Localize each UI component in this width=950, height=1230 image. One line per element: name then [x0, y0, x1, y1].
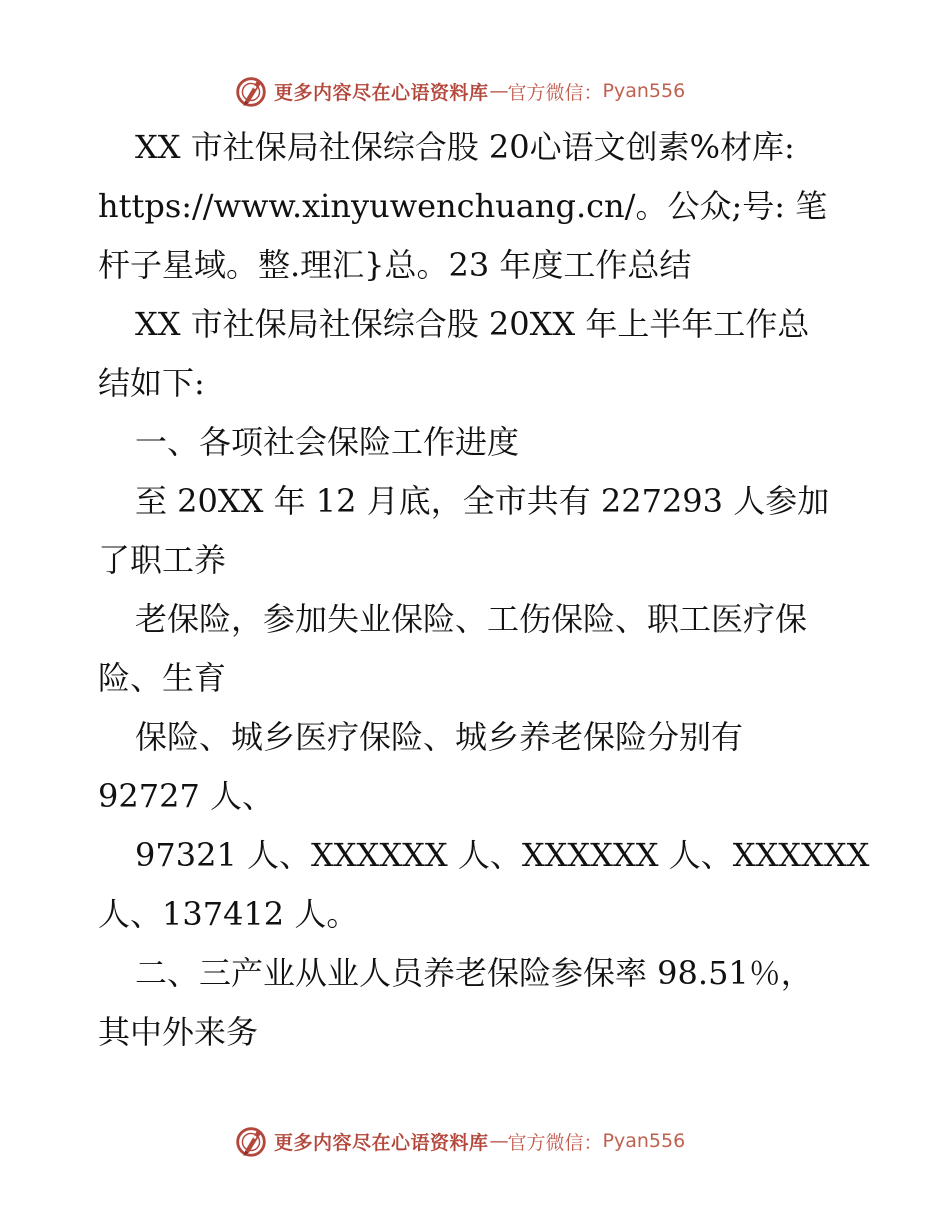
text-line: 至 20XX 年 12 月底，全市共有 227293 人参加: [135, 482, 830, 520]
text-line: XX 市社保局社保综合股 20心语文创素%材库:: [135, 128, 795, 166]
text-line: 结如下:: [98, 364, 205, 402]
text-line: 杆子星域。整.理汇}总。23 年度工作总结: [98, 246, 692, 284]
text-line: 了职工养: [98, 541, 227, 579]
watermark-brand-text: 更多内容尽在心语资料库: [274, 1131, 489, 1154]
watermark-dash: —: [489, 80, 507, 102]
text-line: XX 市社保局社保综合股 20XX 年上半年工作总: [135, 305, 810, 343]
watermark-wechat-label: 官方微信：: [507, 81, 603, 104]
section-heading: 二、三产业从业人员养老保险参保率 98.51％，: [135, 954, 813, 992]
text-line: https://www.xinyuwenchuang.cn/。公众;号: 笔: [98, 187, 828, 225]
text-line: 保险、城乡医疗保险、城乡养老保险分别有: [135, 718, 744, 756]
text-line: 97321 人、XXXXXX 人、XXXXXX 人、XXXXXX: [135, 836, 870, 874]
text-line: 人、137412 人。: [98, 895, 359, 933]
text-line: 险、生育: [98, 659, 227, 697]
text-line: 92727 人、: [98, 777, 274, 815]
watermark-wechat-label: 官方微信：: [507, 1131, 603, 1154]
pen-nib-logo-icon: [232, 72, 270, 110]
watermark-dash: —: [489, 1130, 507, 1152]
text-line: 老保险，参加失业保险、工伤保险、职工医疗保: [135, 600, 808, 638]
section-heading: 一、各项社会保险工作进度: [135, 423, 520, 461]
watermark-brand-text: 更多内容尽在心语资料库: [274, 81, 489, 104]
watermark-wechat-id: Pyan556: [602, 1130, 686, 1152]
watermark-wechat-id: Pyan556: [602, 80, 686, 102]
document-body: [98, 118, 870, 1062]
pen-nib-logo-icon: [232, 1122, 270, 1160]
watermark-banner-top: [232, 71, 685, 111]
watermark-banner-bottom: [232, 1121, 685, 1161]
text-line: 其中外来务: [98, 1013, 259, 1051]
